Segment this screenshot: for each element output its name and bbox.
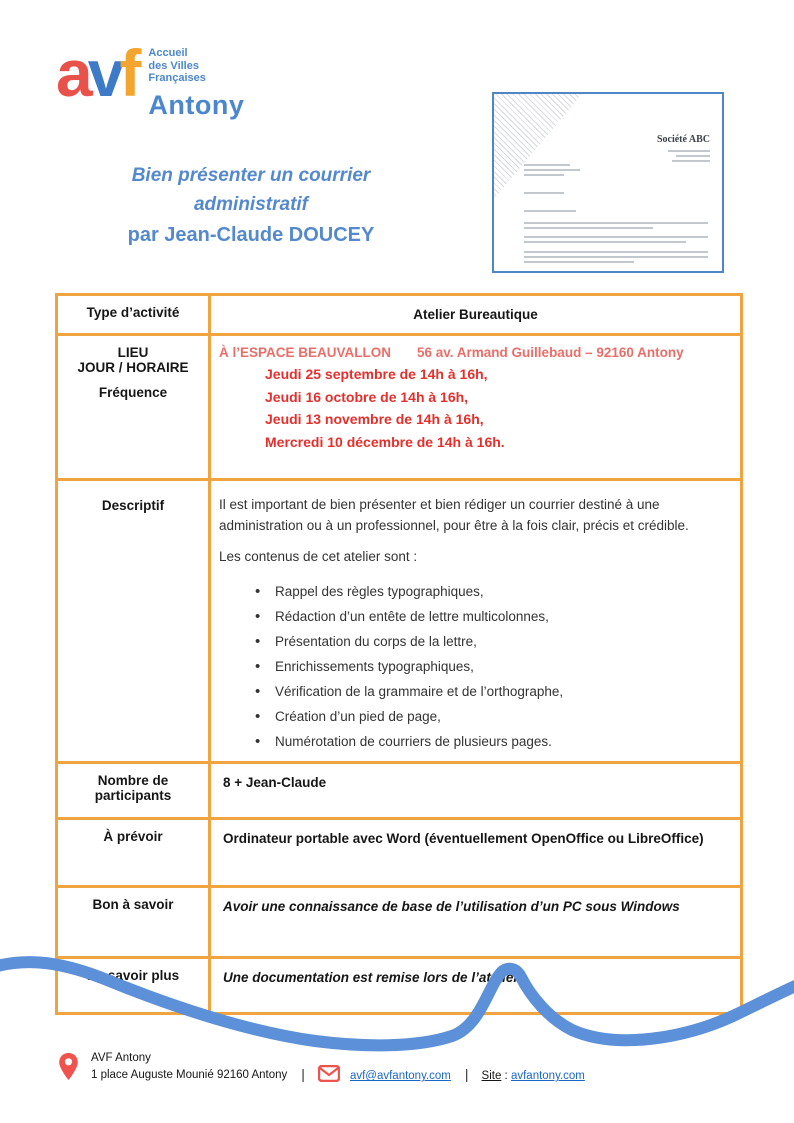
list-item: • Rédaction d’un entête de lettre multicolonnes, xyxy=(255,607,732,628)
footer xyxy=(58,1050,585,1083)
row-label-descriptif: Descriptif xyxy=(57,480,210,763)
activity-table xyxy=(55,293,743,1015)
session-date: Jeudi 16 octobre de 14h à 16h, xyxy=(265,388,469,405)
letter-salutation-line xyxy=(524,210,576,215)
site-link[interactable]: avfantony.com xyxy=(510,1070,585,1083)
letter-date-line xyxy=(524,192,564,197)
page-title: Bien présenter un courrier administratif xyxy=(131,165,371,215)
mail-icon xyxy=(318,1065,340,1082)
tagline-line: Françaises xyxy=(148,72,206,85)
session-date: Jeudi 25 septembre de 14h à 16h, xyxy=(265,366,488,382)
logo-tagline xyxy=(148,47,244,85)
workshop-content-list xyxy=(255,582,732,753)
row-label-bon-a-savoir: Bon à savoir xyxy=(57,886,210,957)
table-row xyxy=(57,480,742,763)
logo-city-name: Antony xyxy=(148,89,245,120)
table-row xyxy=(57,762,742,818)
list-item: • Numérotation de courriers de plusieurs pages. xyxy=(255,732,732,753)
table-row xyxy=(57,818,742,886)
participants-value: 8 + Jean-Claude xyxy=(210,762,742,818)
list-item: • Présentation du corps de la lettre, xyxy=(255,632,732,653)
letter-company-name: Société ABC xyxy=(656,134,710,145)
session-date: Jeudi 13 novembre de 14h à 16h, xyxy=(265,411,484,428)
site-label: Site xyxy=(481,1070,502,1083)
row-label-type: Type d’activité xyxy=(57,295,210,335)
table-row xyxy=(57,335,742,480)
row-label-en-savoir-plus: En savoir plus xyxy=(57,957,210,1013)
description-paragraph: Il est important de bien présenter et bien rédiger un courrier destiné à une administration ou à un professionnel, pour être à la fois clair, précis et crédible. xyxy=(219,497,689,533)
list-item: • Création d’un pied de page, xyxy=(255,707,732,728)
footer-divider: | xyxy=(301,1066,305,1083)
table-row xyxy=(57,886,742,957)
table-row xyxy=(57,957,742,1013)
avf-wordmark xyxy=(56,36,148,110)
letter-preview-image xyxy=(492,92,724,273)
footer-divider: | xyxy=(464,1066,469,1083)
session-dates xyxy=(265,363,732,454)
equipment-value: Ordinateur portable avec Word (éventuellement OpenOffice ou LibreOffice) xyxy=(210,818,742,886)
org-address-block xyxy=(91,1050,287,1083)
row-label-a-prevoir: À prévoir xyxy=(57,818,210,886)
row-label-participants: Nombre de participants xyxy=(57,762,210,818)
logo-letter-a: a xyxy=(56,36,88,110)
logo-letter-f: f xyxy=(119,36,137,110)
email-link[interactable]: avf@avfantony.com xyxy=(349,1070,451,1083)
letter-paragraph-lines xyxy=(524,236,708,246)
location-pin-icon xyxy=(58,1052,79,1081)
location-line: À l’ESPACE BEAUVALLON 56 av. Armand Guillebaud – 92160 Antony xyxy=(219,345,684,360)
row-label-lieu: LIEU JOUR / HORAIRE Fréquence xyxy=(57,335,210,480)
list-item: • Enrichissements typographiques, xyxy=(255,657,732,678)
prerequisite-value: Avoir une connaissance de base de l’utilisation d’un PC sous Windows xyxy=(210,886,742,957)
list-item: • Vérification de la grammaire et de l’orthographe, xyxy=(255,682,732,703)
session-date: Mercredi 10 décembre de 14h à 16h. xyxy=(265,434,505,451)
site-colon: : xyxy=(501,1070,511,1083)
avf-logo xyxy=(56,36,245,121)
tagline-line: des Villes xyxy=(148,59,199,72)
tagline-line: Accueil xyxy=(148,47,188,59)
letter-paragraph-lines xyxy=(524,222,708,232)
more-info-value: Une documentation est remise lors de l’atelier xyxy=(210,957,742,1013)
hatch-decoration xyxy=(494,94,582,199)
description-paragraph: Les contenus de cet atelier sont : xyxy=(219,549,418,565)
org-address: 1 place Auguste Mounié 92160 Antony xyxy=(91,1068,288,1081)
description-cell xyxy=(210,480,742,763)
table-row xyxy=(57,295,742,335)
byline: par Jean-Claude DOUCEY xyxy=(127,224,375,246)
list-item: • Rappel des règles typographiques, xyxy=(255,582,732,603)
logo-letter-v: v xyxy=(87,36,120,110)
schedule-cell xyxy=(210,335,742,480)
org-name: AVF Antony xyxy=(91,1052,151,1064)
letter-company-lines xyxy=(668,150,710,162)
letter-address-lines xyxy=(524,164,584,179)
activity-type-value: Atelier Bureautique xyxy=(210,295,742,335)
letter-paragraph-lines xyxy=(524,251,708,266)
